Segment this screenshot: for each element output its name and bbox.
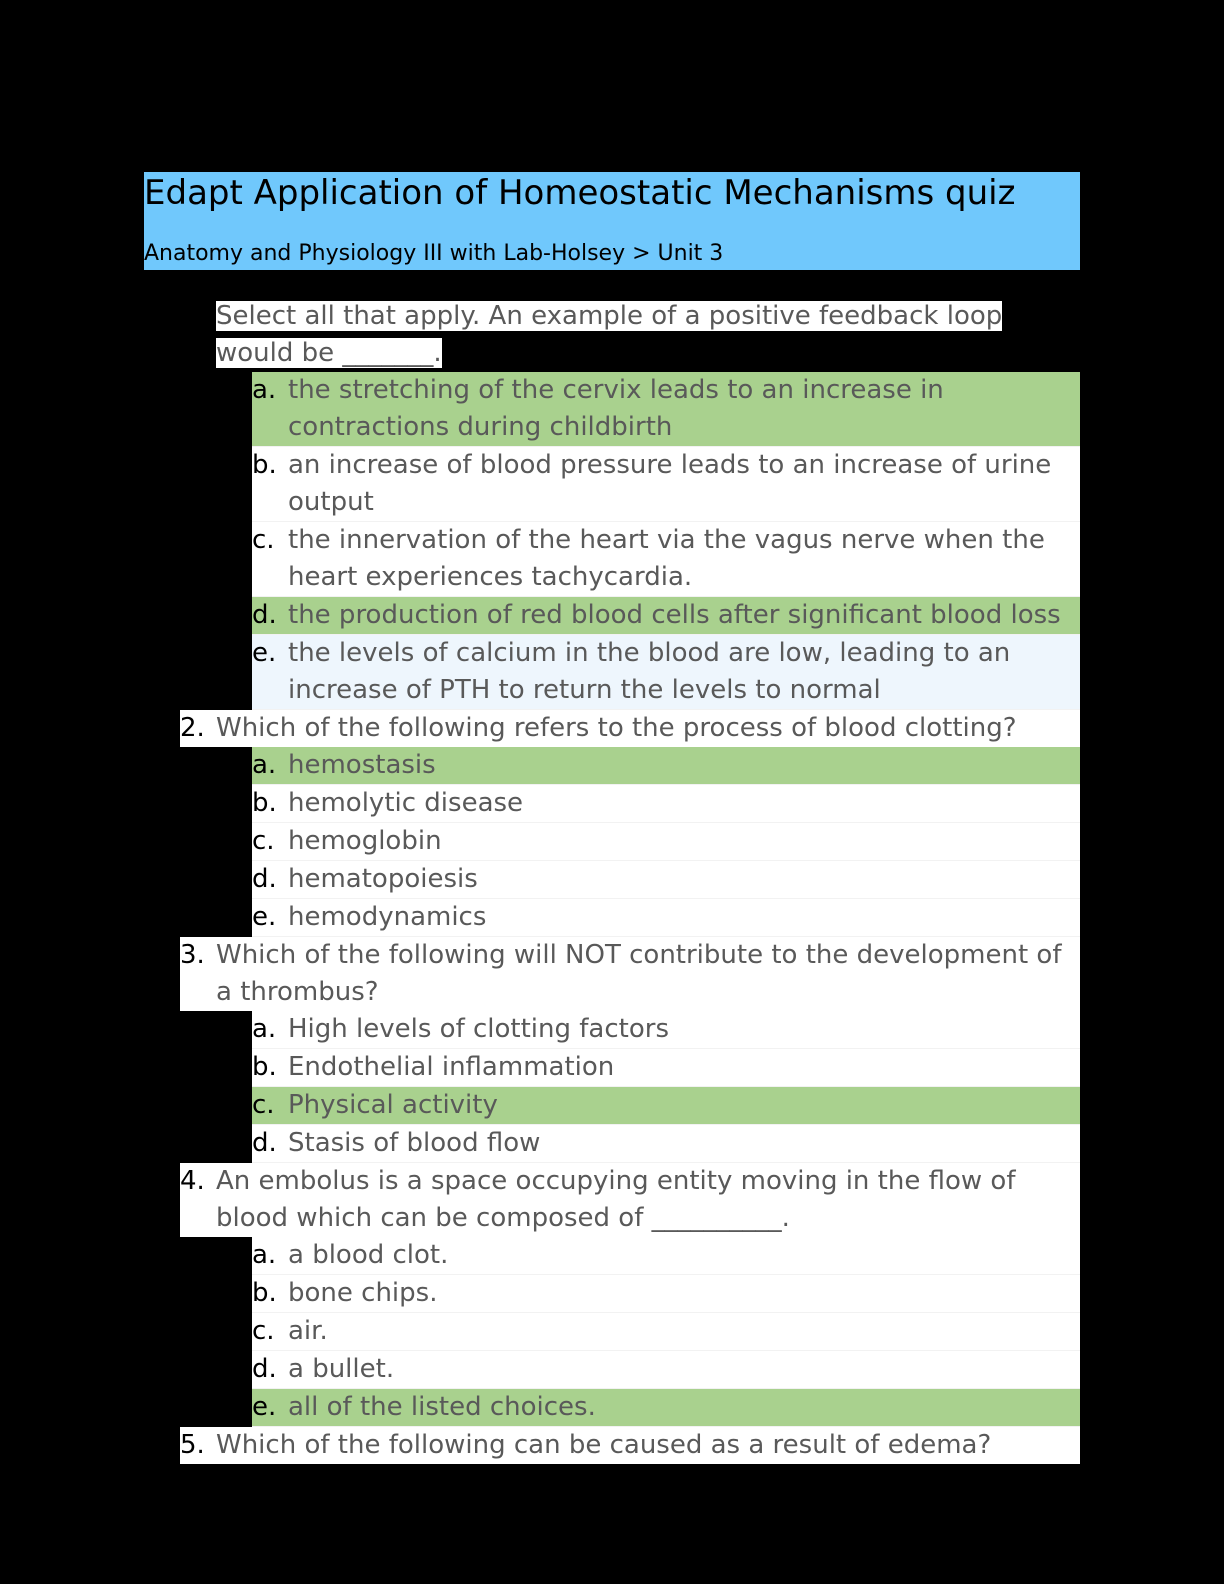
choice-letter: b.: [252, 450, 277, 480]
choice-letter: a.: [252, 1014, 277, 1044]
answer-choice[interactable]: [252, 447, 1080, 522]
choice-text: all of the listed choices.: [288, 1392, 596, 1422]
choice-letter: d.: [252, 1128, 277, 1158]
choice-letter: e.: [252, 638, 277, 668]
choice-text: the stretching of the cervix leads to an increase in contractions during childbirth: [288, 375, 944, 442]
question-number: 3.: [180, 940, 205, 970]
question-text: Which of the following will NOT contribute to the development of a thrombus?: [216, 940, 1062, 1007]
choice-text: Endothelial inflammation: [288, 1052, 615, 1082]
answer-choice[interactable]: [252, 1011, 1080, 1049]
question-text: [216, 298, 1058, 372]
choice-letter: d.: [252, 864, 277, 894]
choice-text: air.: [288, 1316, 328, 1346]
choice-letter: e.: [252, 902, 277, 932]
choice-letter: d.: [252, 600, 277, 630]
choice-text: bone chips.: [288, 1278, 438, 1308]
choice-text: an increase of blood pressure leads to an increase of urine output: [288, 450, 1052, 517]
choice-text: hemolytic disease: [288, 788, 524, 818]
answer-choice[interactable]: [252, 597, 1080, 635]
choice-text: Stasis of blood flow: [288, 1128, 541, 1158]
choice-text: hematopoiesis: [288, 864, 478, 894]
question-text: An embolus is a space occupying entity moving in the flow of blood which can be composed of __________.: [216, 1166, 1016, 1233]
choice-letter: b.: [252, 1278, 277, 1308]
choice-letter: a.: [252, 1240, 277, 1270]
answer-choice[interactable]: [252, 522, 1080, 597]
answer-choice[interactable]: [252, 1237, 1080, 1275]
choice-letter: a.: [252, 750, 277, 780]
answer-choice[interactable]: [252, 1275, 1080, 1313]
answer-choice[interactable]: [252, 1389, 1080, 1427]
choice-text: the innervation of the heart via the vagus nerve when the heart experiences tachycardia.: [288, 525, 1045, 592]
answer-choice[interactable]: [252, 1087, 1080, 1125]
choice-text: the levels of calcium in the blood are low, leading to an increase of PTH to return the levels to normal: [288, 638, 1011, 705]
answer-choice[interactable]: [252, 1313, 1080, 1351]
choice-text: a blood clot.: [288, 1240, 449, 1270]
choice-letter: b.: [252, 788, 277, 818]
choice-letter: c.: [252, 1090, 275, 1120]
choice-text: High levels of clotting factors: [288, 1014, 669, 1044]
choice-letter: c.: [252, 525, 275, 555]
choice-text: the production of red blood cells after significant blood loss: [288, 600, 1061, 630]
breadcrumb[interactable]: Anatomy and Physiology III with Lab-Holsey > Unit 3: [144, 241, 724, 266]
choice-letter: d.: [252, 1354, 277, 1384]
question-number: 5.: [180, 1430, 205, 1460]
answer-choice[interactable]: [252, 1125, 1080, 1163]
question-number: 2.: [180, 713, 205, 743]
question-text: Which of the following can be caused as a result of edema?: [216, 1430, 992, 1460]
choice-text: hemoglobin: [288, 826, 442, 856]
answer-choice[interactable]: [252, 785, 1080, 823]
answer-choice[interactable]: [252, 823, 1080, 861]
question-number: 4.: [180, 1166, 205, 1196]
answer-choice[interactable]: [252, 747, 1080, 785]
choice-text: a bullet.: [288, 1354, 395, 1384]
quiz-header: [144, 172, 1080, 270]
question-row: [180, 937, 1080, 1011]
answer-choice[interactable]: [252, 635, 1080, 710]
answer-choice[interactable]: [252, 899, 1080, 937]
question-text: Which of the following refers to the process of blood clotting?: [216, 713, 1017, 743]
choice-text: hemodynamics: [288, 902, 487, 932]
choice-letter: c.: [252, 826, 275, 856]
answer-choice[interactable]: [252, 861, 1080, 899]
question-row: [180, 1427, 1080, 1464]
page-title: Edapt Application of Homeostatic Mechanisms quiz: [144, 173, 1016, 213]
choice-letter: a.: [252, 375, 277, 405]
answer-choice[interactable]: [252, 1049, 1080, 1087]
quiz-body: [180, 298, 1080, 1464]
choice-letter: c.: [252, 1316, 275, 1346]
answer-choice[interactable]: [252, 1351, 1080, 1389]
choice-letter: e.: [252, 1392, 277, 1422]
answer-choice[interactable]: [252, 372, 1080, 447]
question-row: [180, 1163, 1080, 1237]
choice-text: Physical activity: [288, 1090, 498, 1120]
question-1-text: Select all that apply. An example of a positive feedback loop would be _______.: [216, 301, 1003, 368]
question-row: [180, 710, 1080, 747]
choice-letter: b.: [252, 1052, 277, 1082]
choice-text: hemostasis: [288, 750, 436, 780]
